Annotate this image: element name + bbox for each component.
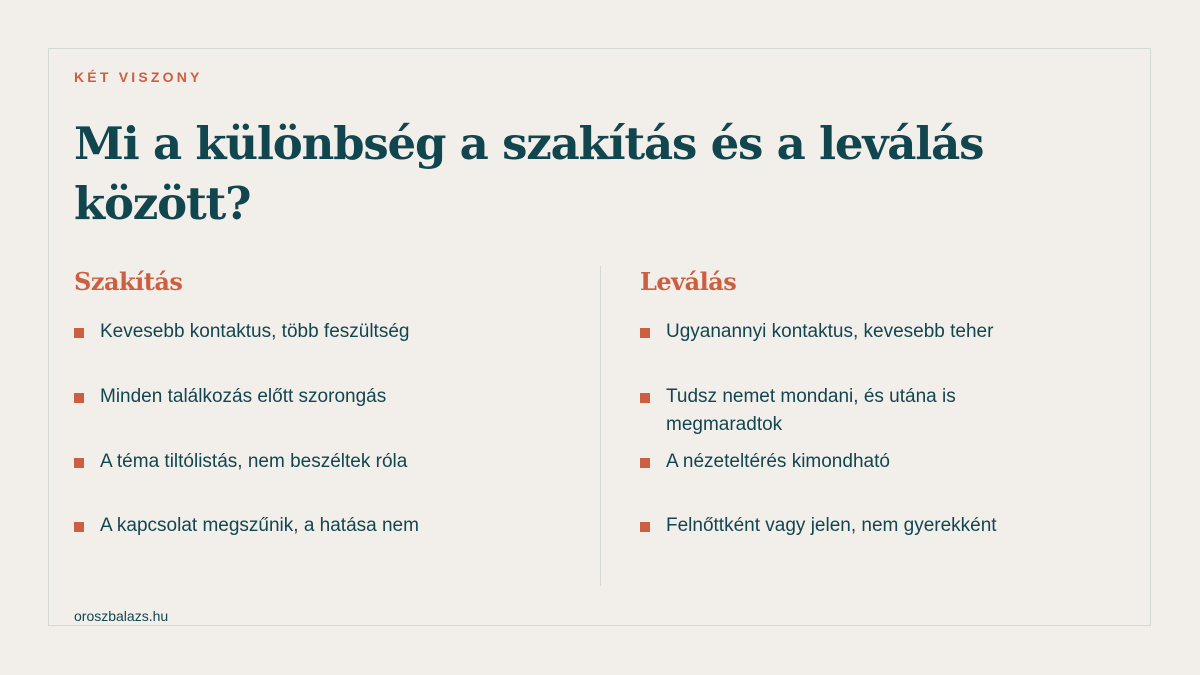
list-item-text: A nézeteltérés kimondható [666, 451, 890, 472]
list-item-text: Ugyanannyi kontaktus, kevesebb teher [666, 321, 994, 342]
footer-domain: oroszbalazs.hu [74, 608, 169, 624]
list-item-text: A téma tiltólistás, nem beszéltek róla [100, 451, 408, 472]
list-item-text: Tudsz nemet mondani, és utána is megmaradtok [666, 386, 956, 435]
list-item [640, 318, 1060, 346]
list-item [74, 448, 494, 476]
square-bullet-icon [74, 458, 84, 468]
slide-kicker: KÉT VISZONY [74, 69, 203, 85]
list-item-text: Kevesebb kontaktus, több feszültség [100, 321, 410, 342]
column-levalas [640, 266, 1080, 536]
square-bullet-icon [74, 328, 84, 338]
list-item-text: A kapcsolat megszűnik, a hatása nem [100, 515, 419, 536]
list-item [640, 448, 1060, 476]
square-bullet-icon [640, 328, 650, 338]
slide-title: Mi a különbség a szakítás és a leválás között? [74, 117, 984, 230]
list-item [74, 318, 494, 346]
column-heading: Leválás [640, 267, 737, 296]
list-item-text: Minden találkozás előtt szorongás [100, 386, 387, 407]
square-bullet-icon [74, 522, 84, 532]
list-item [640, 512, 1060, 540]
square-bullet-icon [640, 458, 650, 468]
list-item [640, 383, 1060, 439]
column-heading: Szakítás [74, 267, 183, 296]
list-item-text: Felnőttként vagy jelen, nem gyerekként [666, 515, 997, 536]
column-szakitas [74, 266, 514, 536]
square-bullet-icon [640, 393, 650, 403]
column-divider [600, 266, 601, 586]
list-item [74, 383, 494, 411]
square-bullet-icon [640, 522, 650, 532]
square-bullet-icon [74, 393, 84, 403]
list-item [74, 512, 494, 540]
